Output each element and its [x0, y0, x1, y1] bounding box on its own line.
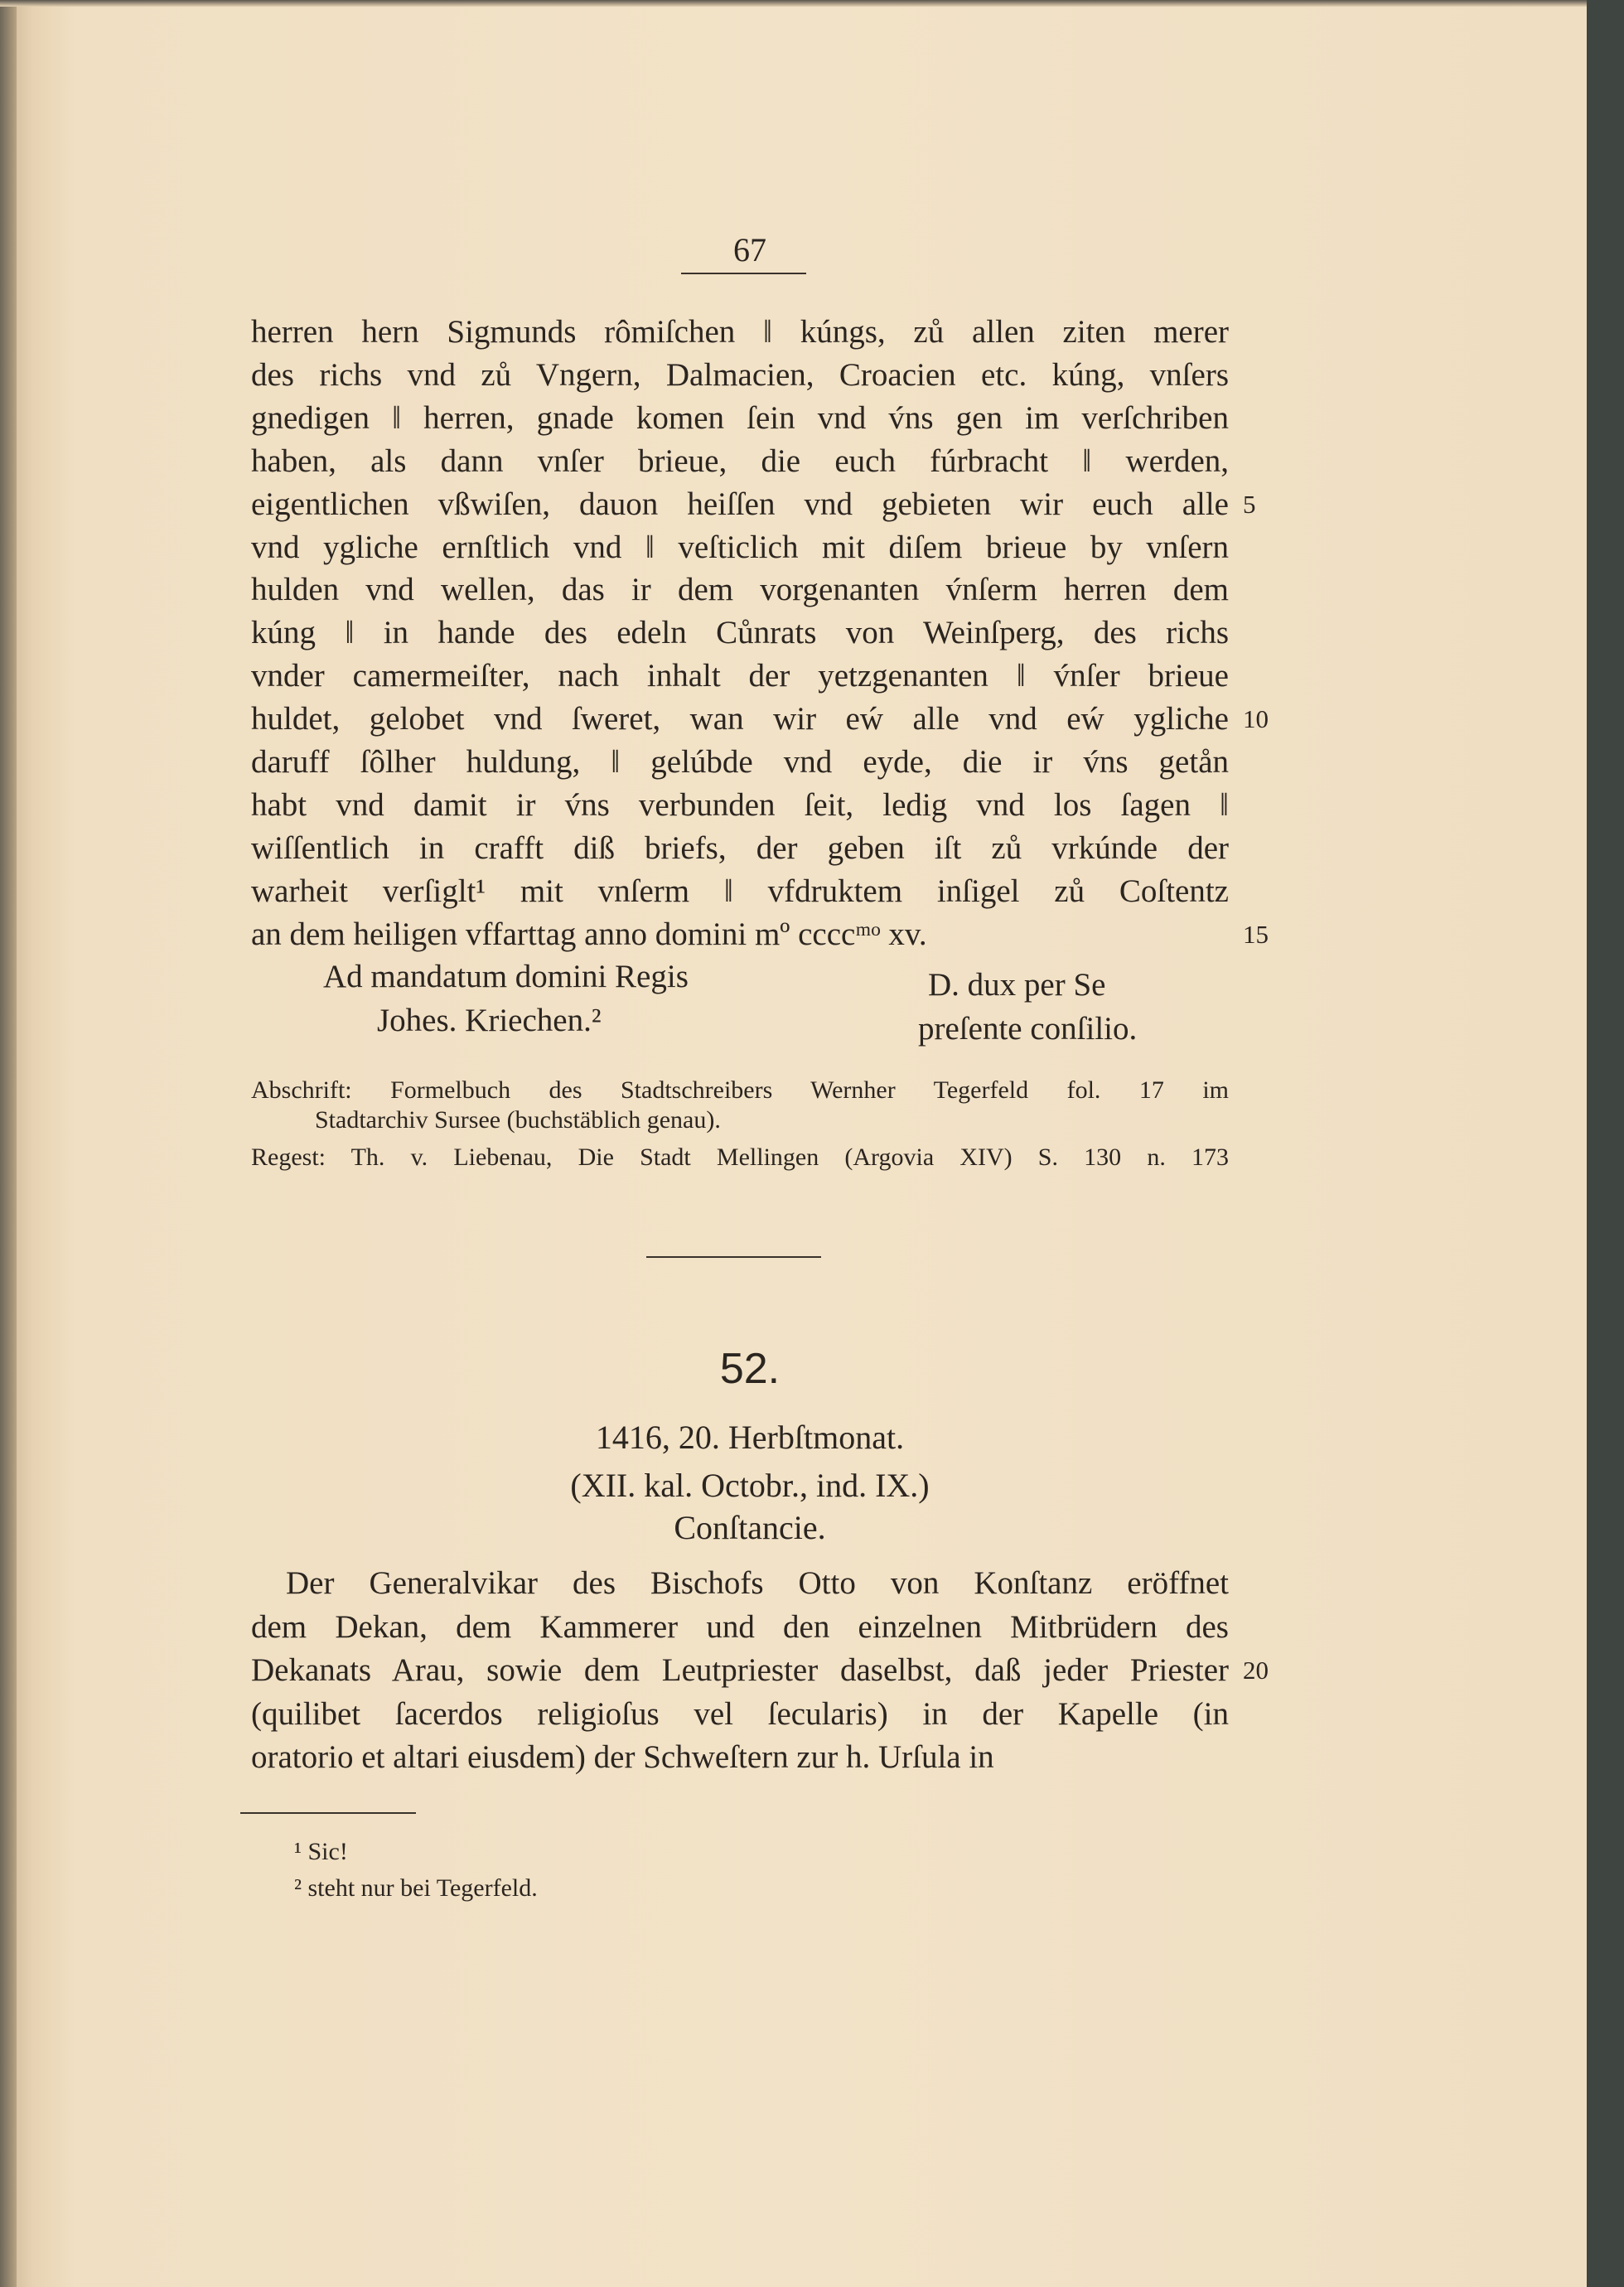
- line-number: 20: [1243, 1656, 1269, 1685]
- text-line: des richs vnd zů Vngern, Dalmacien, Croacien etc. kúng, vnſers: [251, 356, 1229, 393]
- text-line: dem Dekan, dem Kammerer und den einzelnen Mitbrüdern des: [251, 1608, 1229, 1645]
- text-line: haben, als dann vnſer brieue, die euch fúrbracht ‖ werden,: [251, 442, 1229, 479]
- line-number: 5: [1243, 489, 1256, 519]
- document-dating: (XII. kal. Octobr., ind. IX.): [570, 1467, 930, 1504]
- footnote-rule: [240, 1812, 416, 1814]
- signature-right-2: preſente conſilio.: [918, 1011, 1138, 1047]
- page-number: 67: [733, 231, 766, 268]
- text-line: kúng ‖ in hande des edeln Cůnrats von Weinſperg, des richs: [251, 615, 1229, 651]
- text-line: wiſſentlich in crafft diß briefs, der geben iſt zů vrkúnde der: [251, 829, 1229, 866]
- scan-background-edge: [1587, 0, 1624, 2287]
- text-line: huldet, gelobet vnd ſweret, wan wir eẃ alle vnd eẃ ygliche: [251, 701, 1229, 737]
- document-place: Conſtancie.: [674, 1509, 826, 1546]
- source-note-abschrift-cont: Stadtarchiv Sursee (buchstäblich genau).: [315, 1106, 721, 1134]
- text-line: daruff ſôlher huldung, ‖ gelúbde vnd eyde, die ir v́ns getån: [251, 744, 1229, 780]
- text-line: herren hern Sigmunds rômiſchen ‖ kúngs, zů allen ziten merer: [251, 314, 1229, 350]
- document-date: 1416, 20. Herbſtmonat.: [595, 1419, 905, 1456]
- line-number: 15: [1243, 919, 1269, 949]
- text-line: gnedigen ‖ herren, gnade komen ſein vnd v́ns gen im verſchriben: [251, 399, 1229, 436]
- signature-left-1: Ad mandatum domini Regis: [323, 959, 689, 994]
- line-number: 10: [1243, 704, 1269, 734]
- text-line: vnd ygliche ernſtlich vnd ‖ veſticlich mit diſem brieue by vnſern: [251, 529, 1229, 565]
- page-top-edge: [0, 0, 1587, 7]
- document-number: 52.: [719, 1345, 781, 1393]
- book-spine: [0, 0, 17, 2287]
- page-number-rule: [681, 273, 806, 274]
- section-divider: [646, 1256, 821, 1258]
- text-line: Dekanats Arau, sowie dem Leutpriester daselbst, daß jeder Priester: [251, 1652, 1229, 1688]
- source-note-abschrift: Abschrift: Formelbuch des Stadtschreibers Wernher Tegerfeld fol. 17 im: [251, 1076, 1229, 1104]
- text-line: Der Generalvikar des Bischofs Otto von Konſtanz eröffnet: [286, 1565, 1229, 1601]
- footnote-2: ² steht nur bei Tegerfeld.: [294, 1874, 538, 1902]
- source-note-regest: Regest: Th. v. Liebenau, Die Stadt Mellingen (Argovia XIV) S. 130 n. 173: [251, 1144, 1229, 1171]
- text-line: an dem heiligen vffarttag anno domini mº ccccᵐᵒ xv.: [251, 916, 927, 952]
- text-line: habt vnd damit ir v́ns verbunden ſeit, ledig vnd los ſagen ‖: [251, 786, 1229, 823]
- footnote-1: ¹ Sic!: [294, 1838, 348, 1865]
- text-line: eigentlichen vßwiſen, dauon heiſſen vnd gebieten wir euch alle: [251, 486, 1229, 522]
- text-line: oratorio et altari eiusdem) der Schweſtern zur h. Urſula in: [251, 1739, 994, 1775]
- signature-right-1: D. dux per Se: [928, 967, 1106, 1003]
- text-line: vnder camermeiſter, nach inhalt der yetzgenanten ‖ v́nſer brieue: [251, 658, 1229, 694]
- text-line: (quilibet ſacerdos religioſus vel ſecularis) in der Kapelle (in: [251, 1695, 1229, 1732]
- text-line: hulden vnd wellen, das ir dem vorgenanten v́nſerm herren dem: [251, 572, 1229, 608]
- text-line: warheit verſiglt¹ mit vnſerm ‖ vfdruktem inſigel zů Coſtentz: [251, 873, 1229, 909]
- signature-left-2: Johes. Kriechen.²: [377, 1003, 602, 1038]
